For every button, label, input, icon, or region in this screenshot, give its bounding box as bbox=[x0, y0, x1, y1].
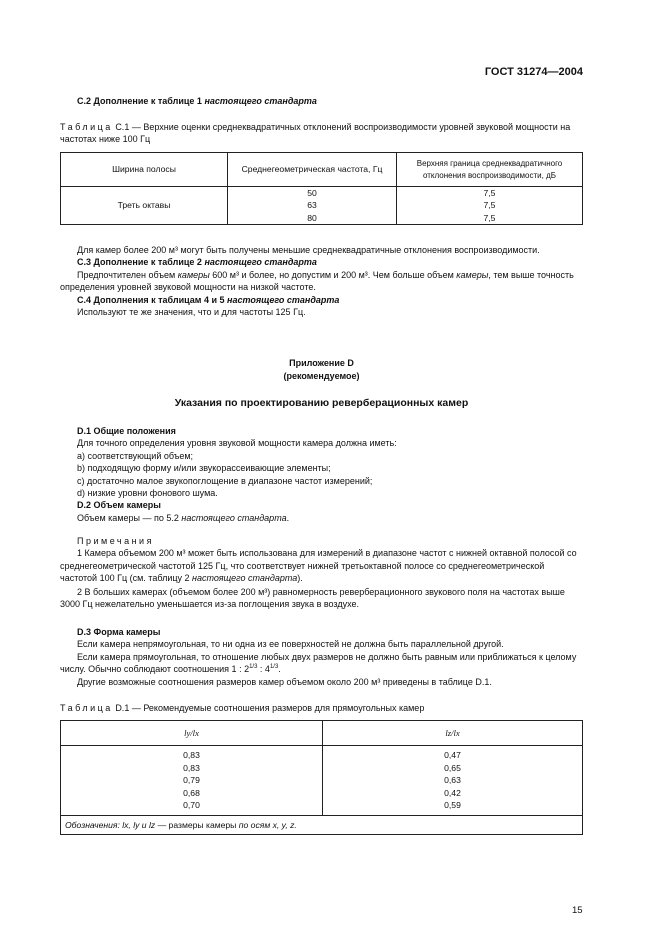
text: . bbox=[286, 512, 290, 523]
paragraph: Другие возможные соотношения размеров камер объемом около 200 м³ приведены в таблице D.1. bbox=[77, 676, 492, 687]
section-d1-d2 bbox=[60, 425, 583, 524]
dev-value: 7,5 bbox=[483, 200, 496, 211]
appendix-type: (рекомендуемое) bbox=[283, 371, 360, 381]
superscript: 1/3 bbox=[269, 664, 279, 671]
table-header: Среднегеометрическая частота, Гц bbox=[228, 153, 397, 187]
note-2: 2 В больших камерах (объемом более 200 м³) равномерность реверберационного звукового поля на частотах выше 3000 Гц нежелательно уменьшается из-за поглощения звука в воздухе. bbox=[60, 586, 565, 610]
text: ). bbox=[297, 573, 303, 584]
text: настоящего стандарта bbox=[192, 573, 298, 584]
list-item: а) соответствующий объем; bbox=[77, 450, 194, 461]
ratio-value: 0,83 bbox=[183, 762, 200, 773]
table-c1-caption bbox=[60, 121, 583, 146]
freq-value: 50 bbox=[307, 188, 317, 198]
text: , тем выше точность определения уровней звуковой мощности на низкой частоте. bbox=[60, 269, 574, 293]
ratio-value: 0,68 bbox=[183, 787, 200, 798]
table-header: ly/lx bbox=[61, 721, 323, 746]
caption-label: Таблица bbox=[60, 122, 113, 132]
text: : 4 bbox=[257, 664, 270, 675]
section-title: Дополнение к таблице 1 bbox=[93, 96, 202, 106]
section-title: Форма камеры bbox=[93, 627, 161, 637]
table-c1 bbox=[60, 152, 583, 225]
section-title-italic: настоящего стандарта bbox=[204, 257, 317, 268]
table-header: Ширина полосы bbox=[61, 153, 228, 187]
table-header: lz/lx bbox=[323, 721, 583, 746]
section-number: D.1 bbox=[77, 426, 92, 436]
notes bbox=[60, 535, 583, 610]
text: . bbox=[278, 664, 281, 675]
paragraph: Если камера непрямоугольная, то ни одна из ее поверхностей не должна быть параллельной другой. bbox=[77, 639, 504, 650]
text: Объем камеры — по 5.2 bbox=[77, 512, 182, 523]
dev-value: 7,5 bbox=[483, 212, 496, 223]
freq-value: 80 bbox=[307, 212, 317, 223]
text: Обозначения: lx, ly и lz bbox=[65, 819, 156, 830]
ratio-value: 0,47 bbox=[444, 750, 461, 761]
text: 600 м³ и более, но допустим и 200 м³. Чем больше объем bbox=[209, 269, 457, 280]
paragraph bbox=[60, 651, 583, 676]
table-cell bbox=[61, 746, 323, 816]
list-item: b) подходящую форму и/или звукорассеивающие элементы; bbox=[77, 463, 331, 474]
text: Если камера прямоугольная, то отношение любых двух размеров не должно быть равным или приближаться к целому числу. Обычно соблюдают соотношения 1 : 2 bbox=[60, 651, 577, 675]
paragraph: Для камер более 200 м³ могут быть получены меньшие среднеквадратичные отклонения воспроизводимости. bbox=[77, 245, 540, 255]
table-header: Верхняя граница среднеквадратичного отклонения воспроизводимости, дБ bbox=[397, 153, 583, 187]
document-header: ГОСТ 31274—2004 bbox=[484, 66, 583, 78]
superscript: 1/3 bbox=[249, 664, 258, 671]
paragraph: Используют те же значения, что и для частоты 125 Гц. bbox=[77, 307, 306, 318]
section-number: С.3 bbox=[77, 257, 92, 268]
ratio-value: 0,59 bbox=[444, 800, 461, 811]
text: Предпочтителен объем bbox=[77, 269, 178, 280]
ratio-value: 0,70 bbox=[183, 800, 200, 811]
section-title-italic: настоящего стандарта bbox=[227, 294, 340, 305]
section-title: Объем камеры bbox=[93, 500, 161, 511]
section-c2 bbox=[60, 95, 583, 107]
caption-text: D.1 — Рекомендуемые соотношения размеров для прямоугольных камер bbox=[115, 703, 425, 713]
table-cell: Треть октавы bbox=[61, 187, 228, 225]
appendix-title: Указания по проектированию реверберационных камер bbox=[174, 397, 469, 409]
paragraph bbox=[60, 269, 583, 294]
paragraph: Для точного определения уровня звуковой мощности камера должна иметь: bbox=[77, 438, 397, 449]
caption-label: Таблица bbox=[60, 703, 113, 713]
ratio-value: 0,63 bbox=[444, 775, 461, 786]
page-number: 15 bbox=[572, 905, 583, 916]
text: камеры bbox=[456, 269, 489, 280]
text: — размеры камеры bbox=[155, 819, 239, 830]
list-item: d) низкие уровни фонового шума. bbox=[77, 488, 218, 499]
table-cell bbox=[397, 187, 583, 225]
ratio-value: 0,79 bbox=[183, 775, 200, 786]
section-number: С.2 bbox=[77, 96, 92, 106]
section-c-text bbox=[60, 244, 583, 318]
dev-value: 7,5 bbox=[483, 188, 496, 198]
section-title: Дополнения к таблицам 4 и 5 bbox=[93, 294, 225, 305]
section-title: Дополнение к таблице 2 bbox=[93, 257, 202, 268]
paragraph bbox=[60, 512, 583, 524]
table-note bbox=[61, 816, 583, 835]
text: камеры bbox=[177, 269, 210, 280]
ratio-value: 0,83 bbox=[183, 750, 200, 761]
notes-label: Примечания bbox=[77, 536, 154, 546]
list-item: с) достаточно малое звукопоглощение в диапазоне частот измерений; bbox=[77, 475, 373, 486]
ratio-value: 0,42 bbox=[444, 787, 461, 798]
section-d3 bbox=[60, 626, 583, 688]
text: настоящего стандарта bbox=[181, 512, 287, 523]
section-title: Общие положения bbox=[93, 426, 176, 436]
text: 1 Камера объемом 200 м³ может быть использована для измерений в диапазоне частот с нижней октавной полосой со среднегеометрической частотой 125 Гц, что соответствует нижней третьоктавной полосе со среднегеометрической частотой 100 Гц (см. таблицу 2 bbox=[60, 548, 577, 584]
table-cell bbox=[228, 187, 397, 225]
section-number: D.2 bbox=[77, 500, 92, 511]
text: по осям x, y, z. bbox=[238, 819, 297, 830]
section-title-italic: настоящего стандарта bbox=[204, 96, 317, 106]
table-d1 bbox=[60, 720, 583, 835]
note-1 bbox=[60, 547, 583, 584]
ratio-value: 0,65 bbox=[444, 762, 461, 773]
table-d1-caption bbox=[60, 702, 583, 714]
section-number: С.4 bbox=[77, 294, 92, 305]
section-number: D.3 bbox=[77, 627, 92, 637]
caption-text: С.1 — Верхние оценки среднеквадратичных отклонений воспроизводимости уровней звуковой мощности на частотах ниже 100 Гц bbox=[60, 122, 571, 145]
freq-value: 63 bbox=[307, 200, 317, 211]
appendix-label: Приложение D bbox=[289, 358, 354, 368]
table-cell bbox=[323, 746, 583, 816]
